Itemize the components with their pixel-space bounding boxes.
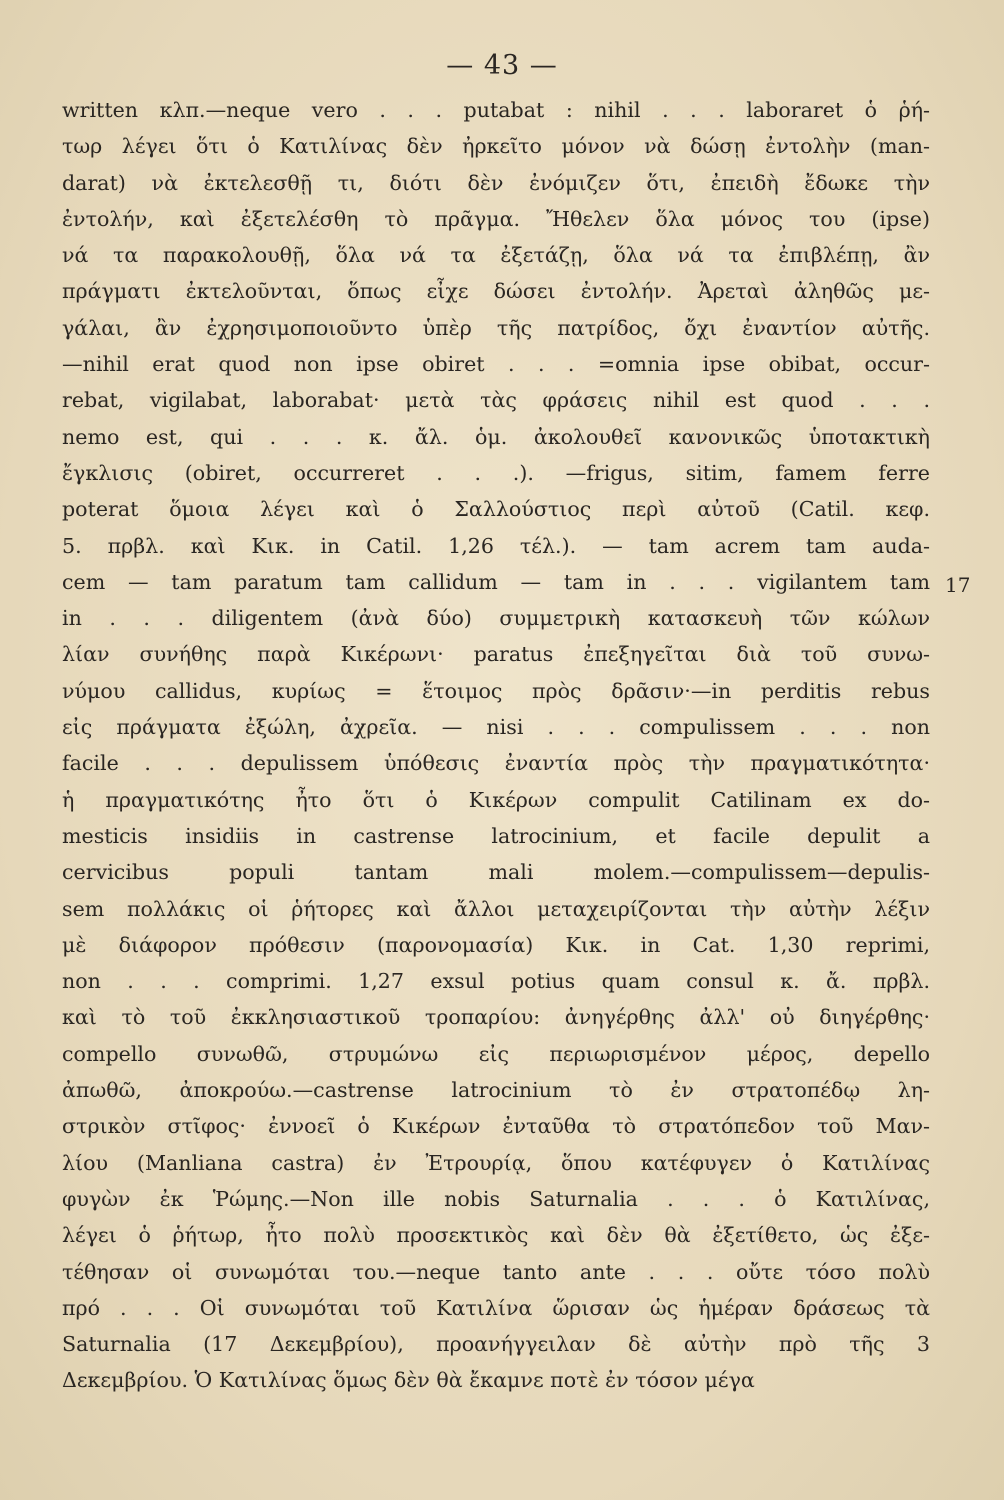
text-line: mesticis insidiis in castrense latrocinium, et facile depulit a xyxy=(62,823,930,848)
text-line: ἐντολήν, καὶ ἐξετελέσθη τὸ πρᾶγμα. Ἤθελεν ὅλα μόνος του (ipse) xyxy=(62,206,930,231)
text-line: ἡ πραγματικότης ἦτο ὅτι ὁ Κικέρων compulit Catilinam ex do- xyxy=(62,787,930,812)
text-line: cervicibus populi tantam mali molem.—compulissem—depulis- xyxy=(62,860,930,885)
text-line: καὶ τὸ τοῦ ἐκκλησιαστικοῦ τροπαρίου: ἀνηγέρθης ἀλλ' οὐ διηγέρθης· xyxy=(62,1005,930,1030)
text-line: νύμου callidus, κυρίως = ἕτοιμος πρὸς δρᾶσιν·—in perditis rebus xyxy=(62,678,930,703)
text-line: Saturnalia (17 Δεκεμβρίου), προανήγγειλαν δὲ αὐτὴν πρὸ τῆς 3 xyxy=(62,1332,930,1357)
text-line: —nihil erat quod non ipse obiret . . . =omnia ipse obibat, occur- xyxy=(62,352,930,377)
text-line: πρό . . . Οἱ συνωμόται τοῦ Κατιλίνα ὥρισαν ὡς ἡμέραν δράσεως τὰ xyxy=(62,1295,930,1320)
text-line: στρικὸν στῖφος· ἐννοεῖ ὁ Κικέρων ἐνταῦθα τὸ στρατόπεδον τοῦ Μαν- xyxy=(62,1114,930,1139)
text-line: 5. πρβλ. καὶ Κικ. in Catil. 1,26 τέλ.). — tam acrem tam auda- xyxy=(62,533,930,558)
text-line: λίου (Manliana castra) ἐν Ἐτρουρίᾳ, ὅπου κατέφυγεν ὁ Κατιλίνας xyxy=(62,1150,930,1175)
text-line: rebat, vigilabat, laborabat· μετὰ τὰς φράσεις nihil est quod . . . xyxy=(62,388,930,413)
text-line: compello συνωθῶ, στρυμώνω εἰς περιωρισμένον μέρος, depello xyxy=(62,1041,930,1066)
text-line: λίαν συνήθης παρὰ Κικέρωνι· paratus ἐπεξηγεῖται διὰ τοῦ συνω- xyxy=(62,642,930,667)
text-line: νά τα παρακολουθῇ, ὅλα νά τα ἐξετάζῃ, ὅλα νά τα ἐπιβλέπῃ, ἂν xyxy=(62,243,930,268)
text-line: facile . . . depulissem ὑπόθεσις ἐναντία πρὸς τὴν πραγματικότητα· xyxy=(62,751,930,776)
text-line: πράγματι ἐκτελοῦνται, ὅπως εἶχε δώσει ἐντολήν. Ἀρεταὶ ἀληθῶς με- xyxy=(62,279,930,304)
margin-line-number: 17 xyxy=(945,573,971,597)
text-line: cem — tam paratum tam callidum — tam in . . . vigilantem tam xyxy=(62,569,930,594)
text-line: τέθησαν οἱ συνωμόται του.—neque tanto ante . . . οὔτε τόσο πολὺ xyxy=(62,1259,930,1284)
text-line: sem πολλάκις οἱ ῥήτορες καὶ ἄλλοι μεταχειρίζονται τὴν αὐτὴν λέξιν xyxy=(62,896,930,921)
text-line: γάλαι, ἂν ἐχρησιμοποιοῦντο ὑπὲρ τῆς πατρίδος, ὄχι ἐναντίον αὐτῆς. xyxy=(62,315,930,340)
text-line: Δεκεμβρίου. Ὁ Κατιλίνας ὅμως δὲν θὰ ἔκαμνε ποτὲ ἐν τόσον μέγα xyxy=(62,1368,755,1393)
page-number: — 43 — xyxy=(446,50,558,81)
text-line: μὲ διάφορον πρόθεσιν (παρονομασία) Κικ. in Cat. 1,30 reprimi, xyxy=(62,932,930,957)
text-line: in . . . diligentem (ἀνὰ δύο) συμμετρικὴ κατασκευὴ τῶν κώλων xyxy=(62,606,930,631)
text-line: written κλπ.—neque vero . . . putabat : nihil . . . laboraret ὁ ῥή- xyxy=(62,98,930,122)
text-line: φυγὼν ἐκ Ῥώμης.—Non ille nobis Saturnalia . . . ὁ Κατιλίνας, xyxy=(62,1186,930,1211)
text-line: ἀπωθῶ, ἀποκρούω.—castrense latrocinium τὸ ἐν στρατοπέδῳ λη- xyxy=(62,1078,930,1103)
text-line: non . . . comprimi. 1,27 exsul potius quam consul κ. ἄ. πρβλ. xyxy=(62,969,930,994)
text-line: εἰς πράγματα ἐξώλη, ἀχρεῖα. — nisi . . . compulissem . . . non xyxy=(62,715,930,740)
text-line: τωρ λέγει ὅτι ὁ Κατιλίνας δὲν ἠρκεῖτο μόνον νὰ δώσῃ ἐντολὴν (man- xyxy=(62,134,930,159)
text-line: nemo est, qui . . . κ. ἄλ. ὁμ. ἀκολουθεῖ κανονικῶς ὑποτακτικὴ xyxy=(62,424,930,449)
text-line: ἔγκλισις (obiret, occurreret . . .). —frigus, sitim, famem ferre xyxy=(62,460,930,485)
text-line: darat) νὰ ἐκτελεσθῇ τι, διότι δὲν ἐνόμιζεν ὅτι, ἐπειδὴ ἔδωκε τὴν xyxy=(62,170,930,195)
text-line: λέγει ὁ ῥήτωρ, ἦτο πολὺ προσεκτικὸς καὶ δὲν θὰ ἐξετίθετο, ὡς ἐξε- xyxy=(62,1223,930,1248)
text-line: poterat ὅμοια λέγει καὶ ὁ Σαλλούστιος περὶ αὐτοῦ (Catil. κεφ. xyxy=(62,497,930,522)
commentary-text xyxy=(62,92,930,1399)
